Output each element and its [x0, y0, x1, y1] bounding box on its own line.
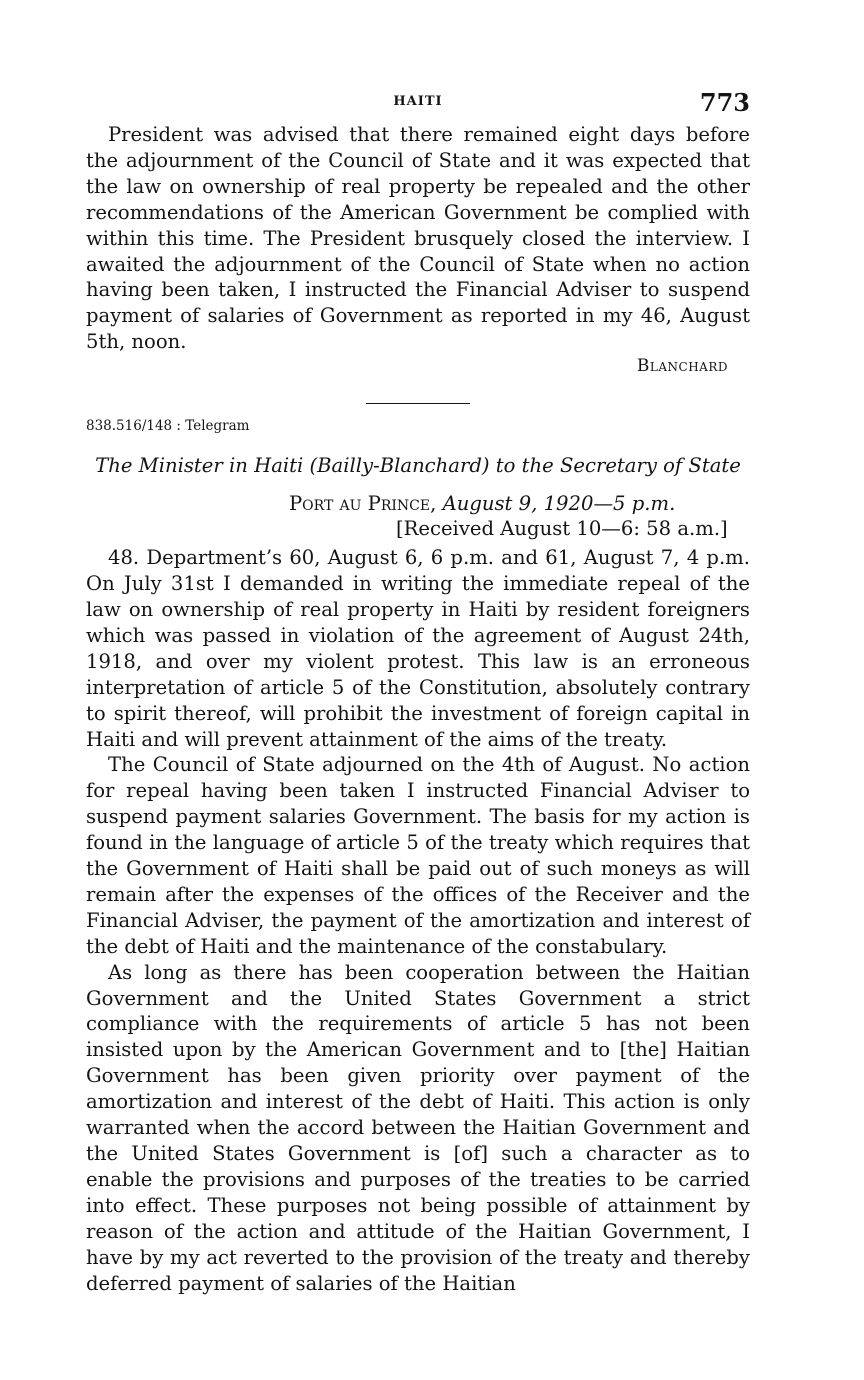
body-paragraph: 48. Department’s 60, August 6, 6 p.m. and 61, August 7, 4 p.m. On July 31st I demanded in writing the immediate repeal of the law on ownership of real property in Haiti by resident foreigners which was passed in violation of the agreement of August 24th, 1918, and over my violent protest. This law is an erroneous interpretation of article 5 of the Constitution, absolutely contrary to spirit thereof, will prohibit the investment of foreign capital in Haiti and will prevent attainment of the aims of the treaty.	[86, 546, 750, 751]
document-page	[86, 88, 750, 1296]
telegram-body	[86, 545, 750, 1296]
file-reference: 838.516/148 : Telegram	[86, 418, 250, 435]
received-note: [Received August 10—6: 58 a.m.]	[396, 517, 728, 541]
running-title: HAITI	[393, 94, 443, 109]
section-divider	[366, 403, 470, 404]
signature: Blanchard	[636, 356, 728, 377]
continuation-paragraph: President was advised that there remained eight days before the adjournment of the Council of State and it was expected that the law on ownership of real property be repealed and the other recommendations of the American Government be complied with within this time. The President brusquely closed the interview. I awaited the adjournment of the Council of State when no action having been taken, I instructed the Financial Adviser to suspend payment of salaries of Government as reported in my 46, August 5th, noon.	[86, 123, 750, 354]
body-paragraph: The Council of State adjourned on the 4th of August. No action for repeal having been taken I instructed Financial Adviser to suspend payment salaries Government. The basis for my action is found in the language of article 5 of the treaty which requires that the Government of Haiti shall be paid out of such moneys as will remain after the expenses of the offices of the Receiver and the Financial Adviser, the payment of the amortization and interest of the debt of Haiti and the maintenance of the constabulary.	[86, 753, 750, 958]
dateline-date: August 9, 1920—5 p.m.	[442, 492, 676, 516]
dateline	[86, 491, 750, 516]
dateline-place: Port au Prince,	[289, 492, 437, 516]
document-title: The Minister in Haiti (Bailly-Blanchard) to the Secretary of State	[95, 454, 741, 478]
body-paragraph: As long as there has been cooperation between the Haitian Government and the United States Government a strict compliance with the requirements of article 5 has not been insisted upon by the American Government and to [the] Haitian Government has been given priority over payment of the amortization and interest of the debt of Haiti. This action is only warranted when the accord between the Haitian Government and the United States Government is [of] such a character as to enable the provisions and purposes of the treaties to be carried into effect. These purposes not being possible of attainment by reason of the action and attitude of the Haitian Government, I have by my act reverted to the provision of the treaty and thereby deferred payment of salaries of the Haitian	[86, 960, 750, 1295]
page-number: 773	[699, 88, 750, 117]
running-head	[86, 88, 750, 122]
